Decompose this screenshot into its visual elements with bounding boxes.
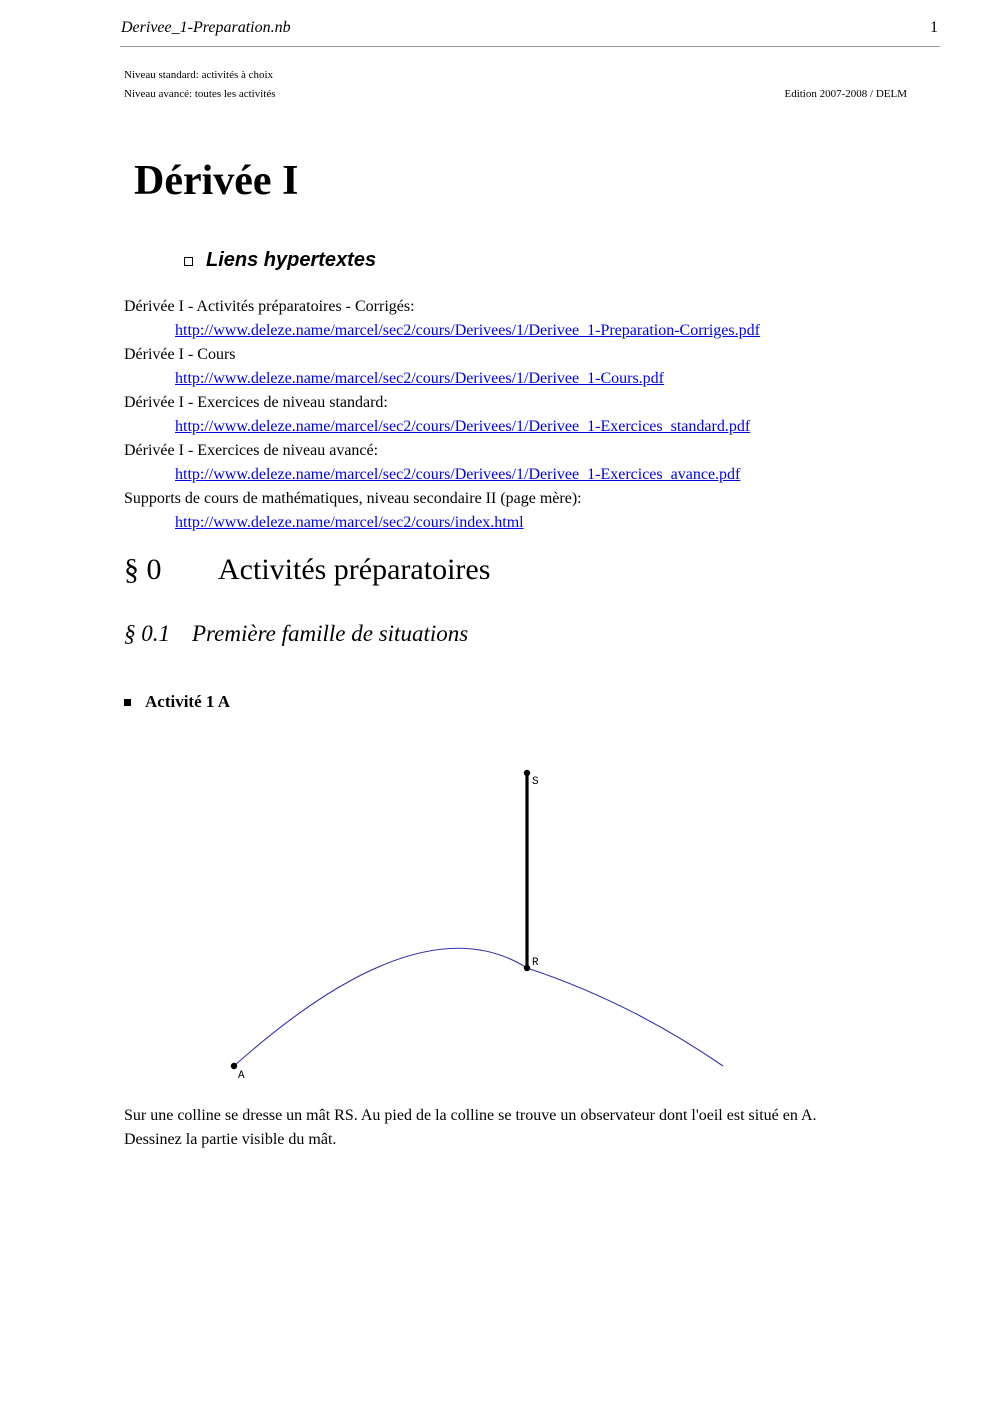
document-title: Dérivée I	[134, 158, 299, 204]
point-s	[524, 770, 530, 776]
page-number: 1	[930, 19, 938, 36]
hollow-square-bullet-icon	[184, 257, 193, 266]
link-cours[interactable]: http://www.deleze.name/marcel/sec2/cours/Derivees/1/Derivee_1-Cours.pdf	[175, 370, 665, 387]
label-a: A	[238, 1070, 245, 1082]
activity-heading-label: Activité 1 A	[145, 692, 230, 711]
links-heading	[184, 249, 376, 272]
link-preparation-corriges[interactable]: http://www.deleze.name/marcel/sec2/cours/Derivees/1/Derivee_1-Preparation-Corriges.pdf	[175, 322, 760, 339]
instruction-line: Sur une colline se dresse un mât RS. Au pied de la colline se trouve un observateur dont l'oeil est situé en A.	[124, 1107, 817, 1124]
header-divider	[120, 46, 940, 47]
link-description: Dérivée I - Cours	[124, 346, 236, 363]
subsection-title: Première famille de situations	[192, 621, 469, 646]
link-description: Dérivée I - Exercices de niveau avancé:	[124, 442, 379, 459]
hill-curve	[234, 948, 723, 1066]
point-a	[231, 1063, 237, 1069]
link-description: Dérivée I - Activités préparatoires - Corrigés:	[124, 298, 415, 315]
link-description: Supports de cours de mathématiques, niveau secondaire II (page mère):	[124, 490, 582, 507]
links-heading-label: Liens hypertextes	[206, 249, 377, 271]
point-r	[524, 965, 530, 971]
link-description: Dérivée I - Exercices de niveau standard:	[124, 394, 388, 411]
level-advanced-note: Niveau avancé: toutes les activités	[124, 88, 276, 100]
section-heading	[124, 553, 490, 587]
link-exercices-avance[interactable]: http://www.deleze.name/marcel/sec2/cours/Derivees/1/Derivee_1-Exercices_avance.pdf	[175, 466, 741, 483]
filled-square-bullet-icon	[124, 699, 131, 706]
label-r: R	[532, 957, 539, 969]
section-title: Activités préparatoires	[218, 553, 491, 586]
link-page-mere[interactable]: http://www.deleze.name/marcel/sec2/cours/index.html	[175, 514, 524, 531]
running-title: Derivee_1-Preparation.nb	[121, 19, 291, 36]
subsection-number: § 0.1	[124, 621, 170, 646]
level-standard-note: Niveau standard: activités à choix	[124, 69, 274, 81]
section-number: § 0	[124, 553, 162, 586]
hill-mast-figure	[0, 740, 1000, 1090]
instruction-line: Dessinez la partie visible du mât.	[124, 1131, 337, 1148]
activity-instructions	[124, 1104, 904, 1152]
links-list	[124, 295, 924, 535]
label-s: S	[532, 776, 539, 788]
subsection-heading	[124, 621, 468, 647]
link-exercices-standard[interactable]: http://www.deleze.name/marcel/sec2/cours/Derivees/1/Derivee_1-Exercices_standard.pdf	[175, 418, 751, 435]
edition-note: Edition 2007-2008 / DELM	[784, 88, 907, 100]
activity-heading	[124, 692, 230, 712]
